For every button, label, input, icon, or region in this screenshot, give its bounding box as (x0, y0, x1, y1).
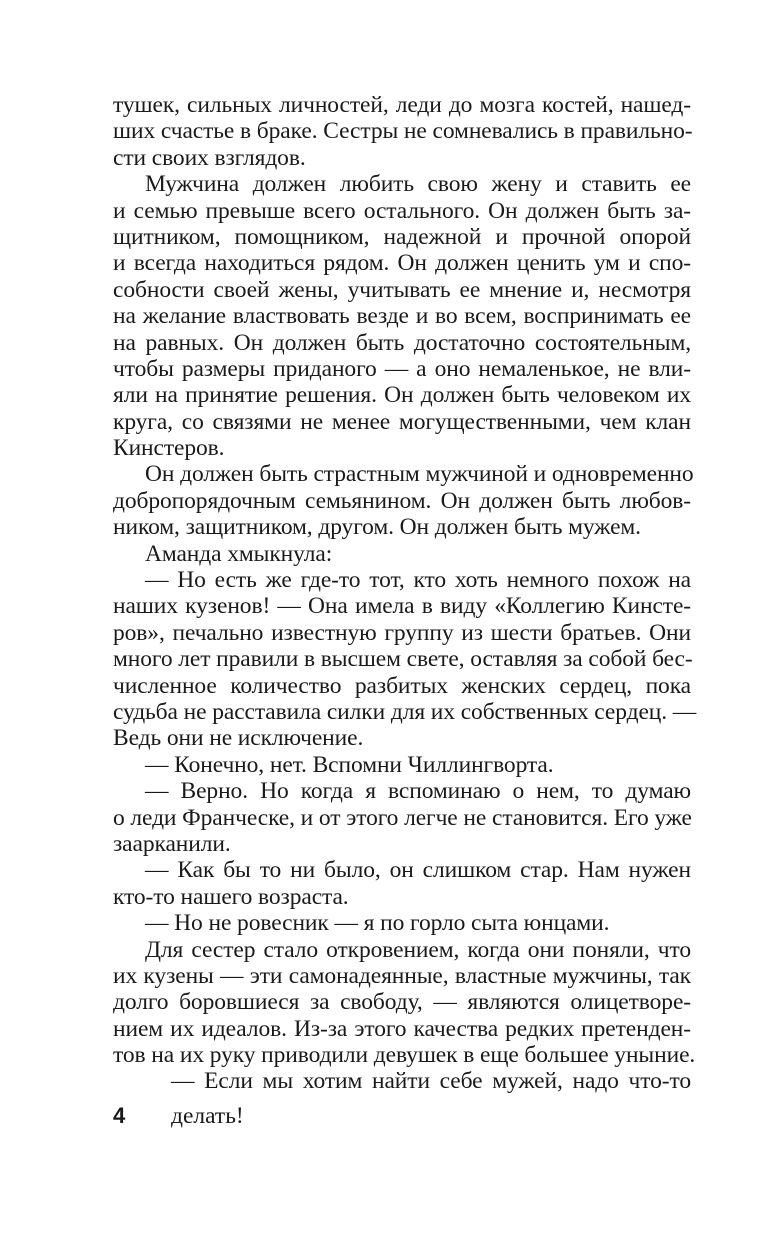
text-line: долго боровшиеся за свободу, — являются олицетворе- (113, 989, 691, 1016)
text-line: круга, со связями не менее могущественными, чем клан (113, 408, 691, 435)
body-text (113, 92, 697, 1095)
text-line: наших кузенов! — Она имела в виду «Коллегию Кинсте- (113, 593, 691, 620)
paragraph (113, 92, 691, 171)
final-text-line: делать! (171, 1103, 244, 1129)
text-line: и семью превыше всего остального. Он должен быть за- (113, 197, 691, 224)
text-line: тов на их руку приводили девушек в еще большее уныние. (113, 1042, 696, 1069)
text-line: судьба не расставила силки для их собственных сердец. — (113, 698, 697, 725)
text-line: яли на принятие решения. Он должен быть человеком их (113, 382, 691, 409)
text-line: чтобы размеры приданого — а оно немаленькое, не вли- (113, 355, 691, 382)
text-line: — Конечно, нет. Вспомни Чиллингворта. (145, 751, 554, 778)
text-line: и всегда находиться рядом. Он должен ценить ум и спо- (113, 250, 691, 277)
text-line: численное количество разбитых женских сердец, пока (113, 672, 691, 699)
text-line: на желание властвовать везде и во всем, воспринимать ее (113, 303, 691, 330)
text-line: ших счастье в браке. Сестры не сомневались в правильно- (113, 118, 693, 145)
paragraph (113, 567, 697, 752)
text-line: о леди Франческе, и от этого легче не становится. Его уже (113, 804, 692, 831)
text-line: — Но есть же где-то тот, кто хоть немного похож на (145, 567, 691, 594)
text-line: Ведь они не исключение. (113, 725, 364, 752)
text-line: Он должен быть страстным мужчиной и одновременно (145, 461, 694, 488)
text-line: ров», печально известную группу из шести братьев. Они (113, 619, 691, 646)
text-line: их кузены — эти самонадеянные, властные мужчины, так (113, 962, 691, 989)
text-line: собности своей жены, учитывать ее мнение и, несмотря (113, 276, 691, 303)
text-line: нием их идеалов. Из-за этого качества редких претенден- (113, 1015, 691, 1042)
text-line: Мужчина должен любить свою жену и ставить ее (145, 171, 691, 198)
paragraph (113, 461, 694, 541)
text-line: много лет правили в высшем свете, оставляя за собой бес- (113, 646, 693, 673)
text-line: ником, защитником, другом. Он должен быть мужем. (113, 514, 641, 541)
text-line: — Верно. Но когда я вспоминаю о нем, то думаю (145, 778, 691, 805)
paragraph (113, 171, 691, 461)
paragraph (113, 857, 691, 910)
text-line: щитником, помощником, надежной и прочной опорой (113, 223, 691, 250)
text-line: — Но не ровесник — я по горло сыта юнцами. (145, 910, 610, 937)
text-line: заарканили. (113, 830, 231, 857)
text-line: сти своих взглядов. (113, 144, 306, 171)
paragraph (113, 752, 691, 778)
paragraph (113, 778, 691, 857)
paragraph (113, 936, 696, 1069)
text-line: — Как бы то ни было, он слишком стар. Нам нужен (145, 857, 691, 884)
text-line: Для сестер стало откровением, когда они поняли, что (145, 936, 691, 963)
text-line: — Если мы хотим найти себе мужей, надо что-то (171, 1068, 691, 1095)
text-line: кто-то нашего возраста. (113, 883, 349, 910)
text-line: добропорядочным семьянином. Он должен быть любов- (113, 487, 691, 514)
paragraph (113, 541, 691, 567)
text-line: на равных. Он должен быть достаточно состоятельным, (113, 329, 691, 356)
page-number: 4 (113, 1103, 126, 1128)
paragraph (113, 1068, 691, 1094)
paragraph (113, 910, 691, 936)
text-line: Аманда хмыкнула: (145, 540, 333, 567)
text-line: Кинстеров. (113, 435, 225, 462)
text-line: тушек, сильных личностей, леди до мозга костей, нашед- (113, 92, 691, 118)
